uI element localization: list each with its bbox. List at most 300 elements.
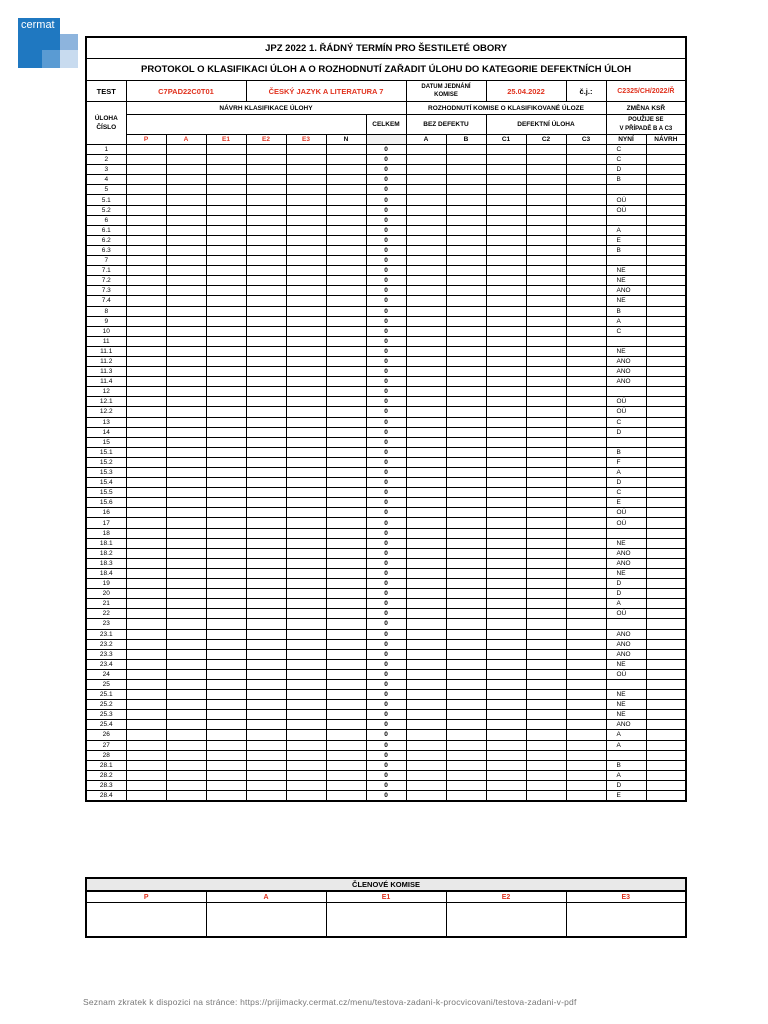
proposal-cell[interactable] bbox=[206, 225, 246, 235]
proposal-cell[interactable] bbox=[126, 740, 166, 750]
proposal-cell[interactable] bbox=[206, 609, 246, 619]
decision-cell[interactable] bbox=[566, 589, 606, 599]
proposal-cell[interactable] bbox=[246, 518, 286, 528]
proposal-cell[interactable] bbox=[326, 205, 366, 215]
proposal-cell[interactable] bbox=[326, 145, 366, 155]
proposal-cell[interactable] bbox=[286, 256, 326, 266]
proposal-cell[interactable] bbox=[206, 579, 246, 589]
committee-signature-field[interactable] bbox=[446, 903, 566, 938]
decision-cell[interactable] bbox=[526, 245, 566, 255]
decision-cell[interactable] bbox=[446, 377, 486, 387]
proposal-cell[interactable] bbox=[206, 205, 246, 215]
decision-cell[interactable] bbox=[486, 558, 526, 568]
decision-cell[interactable] bbox=[446, 235, 486, 245]
proposal-cell[interactable] bbox=[206, 367, 246, 377]
decision-cell[interactable] bbox=[406, 589, 446, 599]
answer-proposal[interactable] bbox=[646, 518, 686, 528]
proposal-cell[interactable] bbox=[166, 215, 206, 225]
proposal-cell[interactable] bbox=[326, 326, 366, 336]
decision-cell[interactable] bbox=[526, 195, 566, 205]
decision-cell[interactable] bbox=[486, 710, 526, 720]
proposal-cell[interactable] bbox=[326, 195, 366, 205]
proposal-cell[interactable] bbox=[246, 619, 286, 629]
answer-proposal[interactable] bbox=[646, 155, 686, 165]
proposal-cell[interactable] bbox=[246, 468, 286, 478]
decision-cell[interactable] bbox=[446, 528, 486, 538]
proposal-cell[interactable] bbox=[326, 457, 366, 467]
decision-cell[interactable] bbox=[566, 457, 606, 467]
decision-cell[interactable] bbox=[446, 700, 486, 710]
decision-cell[interactable] bbox=[566, 306, 606, 316]
proposal-cell[interactable] bbox=[246, 377, 286, 387]
decision-cell[interactable] bbox=[526, 326, 566, 336]
proposal-cell[interactable] bbox=[126, 185, 166, 195]
proposal-cell[interactable] bbox=[166, 740, 206, 750]
decision-cell[interactable] bbox=[446, 346, 486, 356]
proposal-cell[interactable] bbox=[206, 619, 246, 629]
proposal-cell[interactable] bbox=[126, 468, 166, 478]
decision-cell[interactable] bbox=[526, 710, 566, 720]
proposal-cell[interactable] bbox=[126, 750, 166, 760]
decision-cell[interactable] bbox=[526, 750, 566, 760]
decision-cell[interactable] bbox=[446, 629, 486, 639]
proposal-cell[interactable] bbox=[166, 377, 206, 387]
decision-cell[interactable] bbox=[566, 235, 606, 245]
committee-signature-field[interactable] bbox=[326, 903, 446, 938]
decision-cell[interactable] bbox=[566, 548, 606, 558]
proposal-cell[interactable] bbox=[166, 791, 206, 802]
proposal-cell[interactable] bbox=[126, 528, 166, 538]
proposal-cell[interactable] bbox=[246, 599, 286, 609]
decision-cell[interactable] bbox=[486, 679, 526, 689]
proposal-cell[interactable] bbox=[246, 770, 286, 780]
answer-proposal[interactable] bbox=[646, 548, 686, 558]
proposal-cell[interactable] bbox=[126, 437, 166, 447]
proposal-cell[interactable] bbox=[166, 669, 206, 679]
proposal-cell[interactable] bbox=[166, 498, 206, 508]
answer-proposal[interactable] bbox=[646, 306, 686, 316]
proposal-cell[interactable] bbox=[126, 175, 166, 185]
proposal-cell[interactable] bbox=[206, 740, 246, 750]
decision-cell[interactable] bbox=[486, 447, 526, 457]
decision-cell[interactable] bbox=[446, 690, 486, 700]
decision-cell[interactable] bbox=[406, 518, 446, 528]
decision-cell[interactable] bbox=[486, 599, 526, 609]
decision-cell[interactable] bbox=[406, 346, 446, 356]
proposal-cell[interactable] bbox=[286, 770, 326, 780]
answer-proposal[interactable] bbox=[646, 760, 686, 770]
decision-cell[interactable] bbox=[406, 387, 446, 397]
proposal-cell[interactable] bbox=[166, 175, 206, 185]
proposal-cell[interactable] bbox=[326, 346, 366, 356]
decision-cell[interactable] bbox=[406, 710, 446, 720]
decision-cell[interactable] bbox=[486, 720, 526, 730]
proposal-cell[interactable] bbox=[206, 457, 246, 467]
decision-cell[interactable] bbox=[526, 619, 566, 629]
answer-proposal[interactable] bbox=[646, 377, 686, 387]
proposal-cell[interactable] bbox=[246, 316, 286, 326]
answer-proposal[interactable] bbox=[646, 609, 686, 619]
proposal-cell[interactable] bbox=[246, 659, 286, 669]
decision-cell[interactable] bbox=[486, 609, 526, 619]
answer-proposal[interactable] bbox=[646, 568, 686, 578]
answer-proposal[interactable] bbox=[646, 599, 686, 609]
proposal-cell[interactable] bbox=[286, 568, 326, 578]
decision-cell[interactable] bbox=[486, 346, 526, 356]
proposal-cell[interactable] bbox=[286, 326, 326, 336]
decision-cell[interactable] bbox=[446, 145, 486, 155]
decision-cell[interactable] bbox=[486, 326, 526, 336]
decision-cell[interactable] bbox=[446, 266, 486, 276]
decision-cell[interactable] bbox=[446, 468, 486, 478]
proposal-cell[interactable] bbox=[246, 649, 286, 659]
proposal-cell[interactable] bbox=[286, 175, 326, 185]
decision-cell[interactable] bbox=[486, 377, 526, 387]
proposal-cell[interactable] bbox=[166, 306, 206, 316]
proposal-cell[interactable] bbox=[246, 478, 286, 488]
decision-cell[interactable] bbox=[566, 730, 606, 740]
decision-cell[interactable] bbox=[406, 457, 446, 467]
proposal-cell[interactable] bbox=[126, 548, 166, 558]
proposal-cell[interactable] bbox=[246, 356, 286, 366]
proposal-cell[interactable] bbox=[126, 568, 166, 578]
proposal-cell[interactable] bbox=[246, 528, 286, 538]
proposal-cell[interactable] bbox=[126, 659, 166, 669]
decision-cell[interactable] bbox=[526, 740, 566, 750]
proposal-cell[interactable] bbox=[206, 276, 246, 286]
decision-cell[interactable] bbox=[446, 185, 486, 195]
decision-cell[interactable] bbox=[486, 488, 526, 498]
decision-cell[interactable] bbox=[446, 276, 486, 286]
decision-cell[interactable] bbox=[526, 457, 566, 467]
proposal-cell[interactable] bbox=[246, 669, 286, 679]
proposal-cell[interactable] bbox=[326, 791, 366, 802]
decision-cell[interactable] bbox=[566, 700, 606, 710]
answer-proposal[interactable] bbox=[646, 245, 686, 255]
proposal-cell[interactable] bbox=[246, 145, 286, 155]
decision-cell[interactable] bbox=[526, 649, 566, 659]
decision-cell[interactable] bbox=[526, 427, 566, 437]
proposal-cell[interactable] bbox=[326, 558, 366, 568]
decision-cell[interactable] bbox=[486, 639, 526, 649]
decision-cell[interactable] bbox=[406, 740, 446, 750]
proposal-cell[interactable] bbox=[126, 447, 166, 457]
answer-proposal[interactable] bbox=[646, 669, 686, 679]
proposal-cell[interactable] bbox=[286, 589, 326, 599]
proposal-cell[interactable] bbox=[126, 791, 166, 802]
decision-cell[interactable] bbox=[566, 619, 606, 629]
decision-cell[interactable] bbox=[486, 336, 526, 346]
answer-proposal[interactable] bbox=[646, 316, 686, 326]
decision-cell[interactable] bbox=[406, 377, 446, 387]
proposal-cell[interactable] bbox=[326, 447, 366, 457]
proposal-cell[interactable] bbox=[246, 235, 286, 245]
proposal-cell[interactable] bbox=[126, 377, 166, 387]
decision-cell[interactable] bbox=[566, 710, 606, 720]
proposal-cell[interactable] bbox=[126, 679, 166, 689]
proposal-cell[interactable] bbox=[246, 256, 286, 266]
proposal-cell[interactable] bbox=[126, 629, 166, 639]
proposal-cell[interactable] bbox=[286, 155, 326, 165]
decision-cell[interactable] bbox=[446, 326, 486, 336]
proposal-cell[interactable] bbox=[126, 356, 166, 366]
answer-proposal[interactable] bbox=[646, 437, 686, 447]
proposal-cell[interactable] bbox=[166, 720, 206, 730]
proposal-cell[interactable] bbox=[206, 316, 246, 326]
decision-cell[interactable] bbox=[526, 609, 566, 619]
decision-cell[interactable] bbox=[406, 679, 446, 689]
proposal-cell[interactable] bbox=[246, 427, 286, 437]
decision-cell[interactable] bbox=[486, 276, 526, 286]
decision-cell[interactable] bbox=[406, 326, 446, 336]
decision-cell[interactable] bbox=[406, 336, 446, 346]
decision-cell[interactable] bbox=[526, 417, 566, 427]
proposal-cell[interactable] bbox=[126, 579, 166, 589]
proposal-cell[interactable] bbox=[326, 185, 366, 195]
proposal-cell[interactable] bbox=[246, 690, 286, 700]
decision-cell[interactable] bbox=[406, 579, 446, 589]
decision-cell[interactable] bbox=[566, 720, 606, 730]
decision-cell[interactable] bbox=[566, 468, 606, 478]
decision-cell[interactable] bbox=[406, 245, 446, 255]
proposal-cell[interactable] bbox=[206, 639, 246, 649]
proposal-cell[interactable] bbox=[286, 730, 326, 740]
decision-cell[interactable] bbox=[446, 457, 486, 467]
proposal-cell[interactable] bbox=[326, 296, 366, 306]
proposal-cell[interactable] bbox=[246, 508, 286, 518]
proposal-cell[interactable] bbox=[126, 245, 166, 255]
proposal-cell[interactable] bbox=[206, 568, 246, 578]
proposal-cell[interactable] bbox=[326, 770, 366, 780]
proposal-cell[interactable] bbox=[286, 538, 326, 548]
decision-cell[interactable] bbox=[566, 760, 606, 770]
decision-cell[interactable] bbox=[406, 407, 446, 417]
decision-cell[interactable] bbox=[446, 407, 486, 417]
committee-signature-field[interactable] bbox=[206, 903, 326, 938]
decision-cell[interactable] bbox=[446, 518, 486, 528]
decision-cell[interactable] bbox=[526, 488, 566, 498]
proposal-cell[interactable] bbox=[326, 266, 366, 276]
proposal-cell[interactable] bbox=[166, 205, 206, 215]
proposal-cell[interactable] bbox=[326, 639, 366, 649]
decision-cell[interactable] bbox=[486, 589, 526, 599]
proposal-cell[interactable] bbox=[166, 609, 206, 619]
decision-cell[interactable] bbox=[486, 619, 526, 629]
decision-cell[interactable] bbox=[566, 407, 606, 417]
proposal-cell[interactable] bbox=[166, 185, 206, 195]
proposal-cell[interactable] bbox=[126, 498, 166, 508]
decision-cell[interactable] bbox=[526, 791, 566, 802]
proposal-cell[interactable] bbox=[246, 700, 286, 710]
proposal-cell[interactable] bbox=[206, 266, 246, 276]
decision-cell[interactable] bbox=[406, 205, 446, 215]
proposal-cell[interactable] bbox=[326, 306, 366, 316]
decision-cell[interactable] bbox=[406, 437, 446, 447]
decision-cell[interactable] bbox=[526, 780, 566, 790]
proposal-cell[interactable] bbox=[246, 286, 286, 296]
answer-proposal[interactable] bbox=[646, 498, 686, 508]
decision-cell[interactable] bbox=[406, 669, 446, 679]
decision-cell[interactable] bbox=[406, 316, 446, 326]
proposal-cell[interactable] bbox=[246, 205, 286, 215]
proposal-cell[interactable] bbox=[246, 589, 286, 599]
answer-proposal[interactable] bbox=[646, 700, 686, 710]
proposal-cell[interactable] bbox=[166, 780, 206, 790]
proposal-cell[interactable] bbox=[166, 326, 206, 336]
proposal-cell[interactable] bbox=[206, 710, 246, 720]
proposal-cell[interactable] bbox=[326, 619, 366, 629]
decision-cell[interactable] bbox=[566, 205, 606, 215]
decision-cell[interactable] bbox=[406, 145, 446, 155]
proposal-cell[interactable] bbox=[326, 568, 366, 578]
proposal-cell[interactable] bbox=[166, 266, 206, 276]
decision-cell[interactable] bbox=[406, 558, 446, 568]
proposal-cell[interactable] bbox=[246, 175, 286, 185]
decision-cell[interactable] bbox=[446, 427, 486, 437]
decision-cell[interactable] bbox=[446, 740, 486, 750]
decision-cell[interactable] bbox=[446, 639, 486, 649]
decision-cell[interactable] bbox=[446, 548, 486, 558]
proposal-cell[interactable] bbox=[166, 579, 206, 589]
answer-proposal[interactable] bbox=[646, 326, 686, 336]
proposal-cell[interactable] bbox=[166, 145, 206, 155]
decision-cell[interactable] bbox=[526, 770, 566, 780]
proposal-cell[interactable] bbox=[166, 710, 206, 720]
proposal-cell[interactable] bbox=[206, 478, 246, 488]
decision-cell[interactable] bbox=[406, 770, 446, 780]
decision-cell[interactable] bbox=[486, 256, 526, 266]
decision-cell[interactable] bbox=[566, 367, 606, 377]
decision-cell[interactable] bbox=[486, 286, 526, 296]
proposal-cell[interactable] bbox=[286, 508, 326, 518]
proposal-cell[interactable] bbox=[246, 266, 286, 276]
decision-cell[interactable] bbox=[526, 276, 566, 286]
proposal-cell[interactable] bbox=[126, 710, 166, 720]
proposal-cell[interactable] bbox=[326, 710, 366, 720]
proposal-cell[interactable] bbox=[286, 286, 326, 296]
decision-cell[interactable] bbox=[446, 669, 486, 679]
proposal-cell[interactable] bbox=[166, 336, 206, 346]
decision-cell[interactable] bbox=[406, 468, 446, 478]
decision-cell[interactable] bbox=[406, 306, 446, 316]
decision-cell[interactable] bbox=[446, 316, 486, 326]
proposal-cell[interactable] bbox=[166, 468, 206, 478]
decision-cell[interactable] bbox=[566, 558, 606, 568]
answer-proposal[interactable] bbox=[646, 690, 686, 700]
proposal-cell[interactable] bbox=[206, 498, 246, 508]
decision-cell[interactable] bbox=[406, 619, 446, 629]
decision-cell[interactable] bbox=[526, 346, 566, 356]
proposal-cell[interactable] bbox=[286, 215, 326, 225]
answer-proposal[interactable] bbox=[646, 387, 686, 397]
proposal-cell[interactable] bbox=[126, 488, 166, 498]
decision-cell[interactable] bbox=[446, 245, 486, 255]
proposal-cell[interactable] bbox=[246, 336, 286, 346]
proposal-cell[interactable] bbox=[286, 296, 326, 306]
decision-cell[interactable] bbox=[566, 518, 606, 528]
proposal-cell[interactable] bbox=[326, 659, 366, 669]
proposal-cell[interactable] bbox=[126, 649, 166, 659]
proposal-cell[interactable] bbox=[166, 750, 206, 760]
decision-cell[interactable] bbox=[406, 568, 446, 578]
decision-cell[interactable] bbox=[406, 609, 446, 619]
proposal-cell[interactable] bbox=[246, 730, 286, 740]
proposal-cell[interactable] bbox=[286, 478, 326, 488]
answer-proposal[interactable] bbox=[646, 235, 686, 245]
proposal-cell[interactable] bbox=[206, 185, 246, 195]
decision-cell[interactable] bbox=[526, 165, 566, 175]
proposal-cell[interactable] bbox=[206, 780, 246, 790]
decision-cell[interactable] bbox=[526, 437, 566, 447]
decision-cell[interactable] bbox=[446, 710, 486, 720]
proposal-cell[interactable] bbox=[286, 720, 326, 730]
proposal-cell[interactable] bbox=[206, 256, 246, 266]
decision-cell[interactable] bbox=[406, 629, 446, 639]
proposal-cell[interactable] bbox=[126, 155, 166, 165]
proposal-cell[interactable] bbox=[246, 760, 286, 770]
proposal-cell[interactable] bbox=[166, 690, 206, 700]
decision-cell[interactable] bbox=[526, 145, 566, 155]
proposal-cell[interactable] bbox=[286, 276, 326, 286]
decision-cell[interactable] bbox=[526, 215, 566, 225]
decision-cell[interactable] bbox=[446, 417, 486, 427]
decision-cell[interactable] bbox=[406, 296, 446, 306]
proposal-cell[interactable] bbox=[126, 770, 166, 780]
decision-cell[interactable] bbox=[446, 568, 486, 578]
decision-cell[interactable] bbox=[406, 256, 446, 266]
proposal-cell[interactable] bbox=[326, 175, 366, 185]
proposal-cell[interactable] bbox=[286, 316, 326, 326]
proposal-cell[interactable] bbox=[206, 165, 246, 175]
decision-cell[interactable] bbox=[406, 720, 446, 730]
proposal-cell[interactable] bbox=[326, 356, 366, 366]
decision-cell[interactable] bbox=[446, 155, 486, 165]
proposal-cell[interactable] bbox=[246, 437, 286, 447]
proposal-cell[interactable] bbox=[166, 286, 206, 296]
decision-cell[interactable] bbox=[566, 659, 606, 669]
proposal-cell[interactable] bbox=[126, 326, 166, 336]
decision-cell[interactable] bbox=[446, 791, 486, 802]
answer-proposal[interactable] bbox=[646, 468, 686, 478]
answer-proposal[interactable] bbox=[646, 508, 686, 518]
decision-cell[interactable] bbox=[486, 266, 526, 276]
decision-cell[interactable] bbox=[566, 528, 606, 538]
proposal-cell[interactable] bbox=[206, 558, 246, 568]
decision-cell[interactable] bbox=[406, 165, 446, 175]
decision-cell[interactable] bbox=[566, 780, 606, 790]
decision-cell[interactable] bbox=[446, 205, 486, 215]
proposal-cell[interactable] bbox=[206, 791, 246, 802]
decision-cell[interactable] bbox=[526, 599, 566, 609]
decision-cell[interactable] bbox=[406, 235, 446, 245]
decision-cell[interactable] bbox=[526, 205, 566, 215]
proposal-cell[interactable] bbox=[206, 690, 246, 700]
proposal-cell[interactable] bbox=[166, 700, 206, 710]
proposal-cell[interactable] bbox=[166, 679, 206, 689]
decision-cell[interactable] bbox=[526, 447, 566, 457]
proposal-cell[interactable] bbox=[286, 760, 326, 770]
answer-proposal[interactable] bbox=[646, 256, 686, 266]
proposal-cell[interactable] bbox=[246, 498, 286, 508]
proposal-cell[interactable] bbox=[166, 276, 206, 286]
decision-cell[interactable] bbox=[526, 377, 566, 387]
proposal-cell[interactable] bbox=[286, 336, 326, 346]
decision-cell[interactable] bbox=[566, 346, 606, 356]
proposal-cell[interactable] bbox=[166, 730, 206, 740]
decision-cell[interactable] bbox=[566, 629, 606, 639]
proposal-cell[interactable] bbox=[126, 538, 166, 548]
answer-proposal[interactable] bbox=[646, 478, 686, 488]
